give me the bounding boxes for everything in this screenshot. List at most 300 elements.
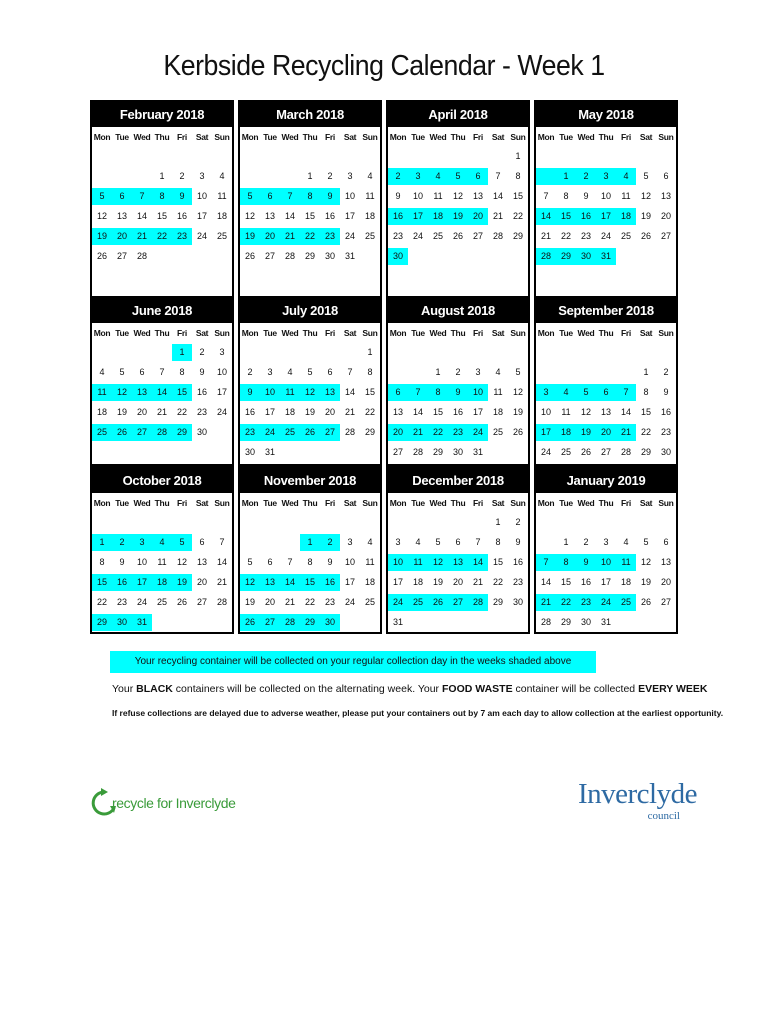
weekday-label: Sat <box>491 327 505 338</box>
day-cell: 11 <box>493 386 503 397</box>
week-row <box>92 166 232 186</box>
day-cell: 6 <box>327 366 333 377</box>
day-cell: 3 <box>347 536 353 547</box>
weekday-label: Mon <box>389 497 407 508</box>
day-cell: 3 <box>475 366 481 377</box>
day-cell: 1 <box>159 170 165 181</box>
recycling-day-cell: 10 <box>260 384 280 401</box>
note-text: containers will be collected on the alternating week. Your <box>172 683 442 695</box>
day-cell: 27 <box>600 446 611 457</box>
day-cell: 22 <box>492 576 503 587</box>
weekday-label: Fri <box>621 497 631 508</box>
recycling-day-cell: 11 <box>280 384 300 401</box>
council-logo <box>578 778 698 828</box>
day-cell: 20 <box>660 576 671 587</box>
recycling-day-cell: 11 <box>616 554 636 571</box>
weekday-label: Fri <box>177 327 187 338</box>
day-cell <box>92 168 112 185</box>
day-cell: 23 <box>392 230 403 241</box>
day-cell <box>112 344 132 361</box>
day-cell: 26 <box>580 446 591 457</box>
day-cell: 18 <box>364 576 375 587</box>
day-cell: 8 <box>643 386 649 397</box>
weekday-label: Wed <box>133 497 151 508</box>
day-cell: 15 <box>640 406 651 417</box>
day-cell <box>448 148 468 165</box>
day-cell: 7 <box>475 536 481 547</box>
week-row <box>388 572 528 592</box>
recycling-day-cell: 26 <box>428 594 448 611</box>
weekday-label: Sun <box>214 131 230 142</box>
weekday-label: Sun <box>510 131 526 142</box>
week-row <box>92 226 232 246</box>
day-cell: 6 <box>199 536 205 547</box>
day-cell <box>340 614 360 631</box>
recycling-day-cell: 20 <box>260 228 280 245</box>
recycling-day-cell: 28 <box>468 594 488 611</box>
day-cell: 14 <box>216 556 227 567</box>
day-cell: 5 <box>643 536 649 547</box>
day-cell: 12 <box>580 406 591 417</box>
recycling-day-cell: 5 <box>576 384 596 401</box>
day-cell: 11 <box>365 190 375 201</box>
week-row <box>240 612 380 632</box>
week-row <box>388 146 528 166</box>
recycling-day-cell: 9 <box>172 188 192 205</box>
day-cell: 22 <box>640 426 651 437</box>
day-cell <box>636 248 656 265</box>
day-cell: 21 <box>156 406 167 417</box>
day-cell: 30 <box>196 426 207 437</box>
recycling-day-cell: 12 <box>428 554 448 571</box>
day-cell <box>320 344 340 361</box>
day-cell: 29 <box>432 446 443 457</box>
day-cell: 2 <box>455 366 461 377</box>
weekday-label: Sun <box>658 497 674 508</box>
day-cell <box>240 344 260 361</box>
day-cell: 12 <box>512 386 523 397</box>
month-title: September 2018 <box>536 298 676 323</box>
day-cell: 22 <box>364 406 375 417</box>
week-row <box>240 422 380 442</box>
day-cell: 24 <box>136 596 147 607</box>
day-cell: 4 <box>287 366 293 377</box>
day-cell <box>152 248 172 265</box>
week-row <box>92 422 232 442</box>
weekday-label: Wed <box>577 131 595 142</box>
recycling-day-cell: 26 <box>300 424 320 441</box>
month-title: February 2018 <box>92 102 232 127</box>
day-cell <box>280 148 300 165</box>
day-cell: 20 <box>136 406 147 417</box>
day-cell: 2 <box>583 536 589 547</box>
week-row <box>240 226 380 246</box>
day-cell: 6 <box>663 170 669 181</box>
day-cell: 17 <box>600 576 611 587</box>
weekday-label: Tue <box>559 497 573 508</box>
day-cell: 12 <box>640 556 651 567</box>
weekday-label: Mon <box>389 131 407 142</box>
day-cell <box>616 514 636 531</box>
day-cell: 26 <box>640 596 651 607</box>
recycling-day-cell: 25 <box>280 424 300 441</box>
week-row <box>92 342 232 362</box>
day-cell: 16 <box>176 210 187 221</box>
week-row <box>92 532 232 552</box>
week-row <box>388 186 528 206</box>
day-cell <box>616 344 636 361</box>
day-cell: 23 <box>660 426 671 437</box>
week-row <box>92 572 232 592</box>
day-cell <box>616 248 636 265</box>
recycling-day-cell: 17 <box>536 424 556 441</box>
day-cell: 13 <box>600 406 611 417</box>
day-cell: 16 <box>196 386 207 397</box>
day-cell: 13 <box>196 556 207 567</box>
day-cell: 2 <box>199 346 205 357</box>
day-cell: 2 <box>663 366 669 377</box>
day-cell <box>428 248 448 265</box>
day-cell <box>300 344 320 361</box>
month-block <box>90 100 234 298</box>
recycling-day-cell: 7 <box>408 384 428 401</box>
week-row <box>536 382 676 402</box>
recycling-day-cell: 8 <box>428 384 448 401</box>
day-cell: 19 <box>244 596 255 607</box>
day-cell <box>92 148 112 165</box>
day-cell <box>468 514 488 531</box>
recycling-day-cell: 7 <box>280 188 300 205</box>
recycling-day-cell: 10 <box>388 554 408 571</box>
day-cell: 26 <box>176 596 187 607</box>
day-cell: 9 <box>663 386 669 397</box>
day-cell <box>132 514 152 531</box>
day-cell <box>360 444 380 461</box>
recycling-day-cell: 21 <box>132 228 152 245</box>
day-cell <box>300 514 320 531</box>
day-cell <box>280 534 300 551</box>
day-cell <box>240 168 260 185</box>
recycling-day-cell: 19 <box>92 228 112 245</box>
month-block <box>386 296 530 466</box>
day-cell: 25 <box>216 230 227 241</box>
day-cell: 2 <box>327 170 333 181</box>
recycling-day-cell: 27 <box>132 424 152 441</box>
day-cell <box>556 344 576 361</box>
day-cell: 16 <box>660 406 671 417</box>
day-cell <box>260 534 280 551</box>
day-cell: 28 <box>492 230 503 241</box>
month-block <box>534 296 678 466</box>
day-cell: 28 <box>216 596 227 607</box>
weekday-label: Sat <box>639 497 653 508</box>
day-cell <box>132 148 152 165</box>
day-cell: 26 <box>640 230 651 241</box>
recycling-day-cell: 3 <box>408 168 428 185</box>
day-cell: 31 <box>392 616 403 627</box>
month-block <box>386 466 530 634</box>
day-cell: 3 <box>219 346 225 357</box>
week-row <box>536 592 676 612</box>
day-cell: 23 <box>116 596 127 607</box>
day-cell: 28 <box>344 426 355 437</box>
day-cell: 25 <box>560 446 571 457</box>
day-cell: 13 <box>392 406 403 417</box>
recycling-day-cell: 30 <box>112 614 132 631</box>
day-cell: 15 <box>492 556 503 567</box>
day-cell: 4 <box>495 366 501 377</box>
day-cell: 27 <box>264 250 275 261</box>
week-row <box>92 362 232 382</box>
weekday-label: Thu <box>450 131 466 142</box>
recycling-day-cell: 31 <box>132 614 152 631</box>
week-row <box>240 186 380 206</box>
recycling-day-cell: 27 <box>448 594 468 611</box>
day-cell: 13 <box>660 190 671 201</box>
week-row <box>92 146 232 166</box>
day-cell: 3 <box>603 536 609 547</box>
day-cell <box>320 148 340 165</box>
day-cell <box>388 514 408 531</box>
day-cell: 8 <box>563 190 569 201</box>
month-block <box>238 296 382 466</box>
note-black: BLACK <box>136 683 173 695</box>
day-cell: 14 <box>620 406 631 417</box>
recycling-day-cell: 17 <box>408 208 428 225</box>
day-cell <box>468 344 488 361</box>
recycling-day-cell: 9 <box>448 384 468 401</box>
recycling-day-cell: 22 <box>152 228 172 245</box>
week-row <box>388 382 528 402</box>
week-row <box>92 246 232 266</box>
weekday-label: Tue <box>263 131 277 142</box>
day-cell: 27 <box>660 596 671 607</box>
day-cell <box>152 614 172 631</box>
day-cell: 9 <box>395 190 401 201</box>
day-cell: 1 <box>563 536 569 547</box>
recycling-day-cell: 10 <box>468 384 488 401</box>
recycling-day-cell: 27 <box>260 614 280 631</box>
recycling-day-cell: 5 <box>92 188 112 205</box>
day-cell: 8 <box>495 536 501 547</box>
week-row <box>388 592 528 612</box>
day-cell: 30 <box>660 446 671 457</box>
recycling-day-cell: 4 <box>152 534 172 551</box>
day-cell: 27 <box>196 596 207 607</box>
day-cell: 18 <box>364 210 375 221</box>
day-cell: 20 <box>452 576 463 587</box>
day-cell <box>536 344 556 361</box>
recycling-day-cell: 6 <box>596 384 616 401</box>
recycling-day-cell: 18 <box>152 574 172 591</box>
day-cell: 11 <box>217 190 227 201</box>
day-cell: 24 <box>412 230 423 241</box>
week-row <box>92 402 232 422</box>
weekday-label: Wed <box>281 327 299 338</box>
day-cell: 12 <box>176 556 187 567</box>
day-cell: 15 <box>156 210 167 221</box>
weekday-label: Tue <box>263 327 277 338</box>
day-cell <box>488 444 508 461</box>
month-block <box>238 466 382 634</box>
day-cell: 27 <box>660 230 671 241</box>
day-cell: 19 <box>640 576 651 587</box>
day-cell: 16 <box>324 210 335 221</box>
week-row <box>240 342 380 362</box>
day-cell: 10 <box>344 190 355 201</box>
day-cell <box>300 444 320 461</box>
day-cell: 27 <box>472 230 483 241</box>
day-cell <box>656 514 676 531</box>
day-cell: 14 <box>540 576 551 587</box>
day-cell: 26 <box>244 250 255 261</box>
weekday-label: Sat <box>491 131 505 142</box>
day-cell: 29 <box>512 230 523 241</box>
recycling-day-cell: 25 <box>92 424 112 441</box>
recycling-day-cell: 5 <box>448 168 468 185</box>
day-cell <box>448 344 468 361</box>
day-cell: 22 <box>512 210 523 221</box>
day-cell: 11 <box>561 406 571 417</box>
day-cell: 5 <box>119 366 125 377</box>
day-cell: 7 <box>543 190 549 201</box>
week-row <box>388 402 528 422</box>
recycling-day-cell: 13 <box>260 574 280 591</box>
day-cell <box>428 344 448 361</box>
collection-note <box>112 683 712 695</box>
recycling-day-cell: 7 <box>536 554 556 571</box>
day-cell: 18 <box>216 210 227 221</box>
day-cell: 29 <box>560 616 571 627</box>
day-cell: 29 <box>304 250 315 261</box>
shaded-legend-note: Your recycling container will be collected on your regular collection day in the weeks shaded above <box>110 651 596 673</box>
weekday-header-row <box>92 127 232 146</box>
day-cell: 3 <box>347 170 353 181</box>
recycling-day-cell: 1 <box>300 534 320 551</box>
recycling-day-cell: 12 <box>112 384 132 401</box>
weekday-label: Sat <box>639 131 653 142</box>
week-row <box>388 226 528 246</box>
weekday-header-row <box>536 127 676 146</box>
day-cell: 2 <box>179 170 185 181</box>
week-row <box>240 246 380 266</box>
week-row <box>92 592 232 612</box>
recycling-day-cell: 13 <box>448 554 468 571</box>
day-cell: 18 <box>492 406 503 417</box>
day-cell: 12 <box>640 190 651 201</box>
week-row <box>388 206 528 226</box>
day-cell <box>428 148 448 165</box>
recycling-day-cell: 3 <box>132 534 152 551</box>
week-row <box>92 186 232 206</box>
day-cell <box>596 148 616 165</box>
note-text: container will be collected <box>512 683 639 695</box>
day-cell <box>360 148 380 165</box>
recycling-day-cell: 26 <box>240 614 260 631</box>
month-title: October 2018 <box>92 468 232 493</box>
day-cell <box>152 514 172 531</box>
week-row <box>536 226 676 246</box>
week-row <box>388 612 528 632</box>
day-cell: 11 <box>157 556 167 567</box>
council-logo-name: Inverclyde <box>578 778 697 810</box>
week-row <box>536 612 676 632</box>
week-row <box>536 166 676 186</box>
day-cell <box>388 364 408 381</box>
weekday-label: Wed <box>133 131 151 142</box>
recycling-day-cell: 10 <box>596 554 616 571</box>
recycling-day-cell: 15 <box>300 574 320 591</box>
day-cell <box>656 614 676 631</box>
day-cell <box>152 148 172 165</box>
recycling-day-cell: 24 <box>596 594 616 611</box>
day-cell: 17 <box>472 406 483 417</box>
week-row <box>536 186 676 206</box>
weekday-label: Thu <box>598 327 614 338</box>
day-cell: 24 <box>196 230 207 241</box>
day-cell <box>576 148 596 165</box>
recycling-day-cell: 14 <box>468 554 488 571</box>
week-row <box>536 146 676 166</box>
day-cell <box>212 514 232 531</box>
day-cell: 19 <box>512 406 523 417</box>
day-cell <box>488 248 508 265</box>
day-cell <box>576 344 596 361</box>
recycling-day-cell: 23 <box>320 228 340 245</box>
day-cell: 28 <box>412 446 423 457</box>
day-cell: 6 <box>663 536 669 547</box>
day-cell <box>212 614 232 631</box>
day-cell <box>192 248 212 265</box>
weekday-label: Sun <box>362 327 378 338</box>
day-cell: 25 <box>364 596 375 607</box>
day-cell <box>488 148 508 165</box>
day-cell <box>428 614 448 631</box>
weekday-label: Mon <box>241 327 259 338</box>
recycling-day-cell: 23 <box>172 228 192 245</box>
recycling-day-cell: 14 <box>536 208 556 225</box>
day-cell: 5 <box>435 536 441 547</box>
day-cell <box>360 514 380 531</box>
weekday-header-row <box>388 127 528 146</box>
day-cell <box>576 514 596 531</box>
recycling-day-cell: 16 <box>388 208 408 225</box>
day-cell <box>92 344 112 361</box>
day-cell: 8 <box>307 556 313 567</box>
recycling-day-cell: 28 <box>280 614 300 631</box>
weekday-label: Tue <box>411 131 425 142</box>
weekday-label: Fri <box>177 131 187 142</box>
day-cell: 6 <box>139 366 145 377</box>
day-cell: 21 <box>472 576 483 587</box>
day-cell: 24 <box>600 230 611 241</box>
day-cell: 14 <box>492 190 503 201</box>
recycling-day-cell: 23 <box>240 424 260 441</box>
day-cell: 4 <box>367 170 373 181</box>
week-row <box>240 402 380 422</box>
weekday-label: Sat <box>195 327 209 338</box>
day-cell: 13 <box>472 190 483 201</box>
weekday-label: Wed <box>429 497 447 508</box>
day-cell: 20 <box>196 576 207 587</box>
weekday-label: Wed <box>429 131 447 142</box>
weekday-label: Sat <box>343 131 357 142</box>
day-cell: 25 <box>620 230 631 241</box>
weekday-label: Tue <box>411 327 425 338</box>
day-cell: 15 <box>304 210 315 221</box>
weekday-label: Tue <box>559 327 573 338</box>
day-cell <box>152 344 172 361</box>
